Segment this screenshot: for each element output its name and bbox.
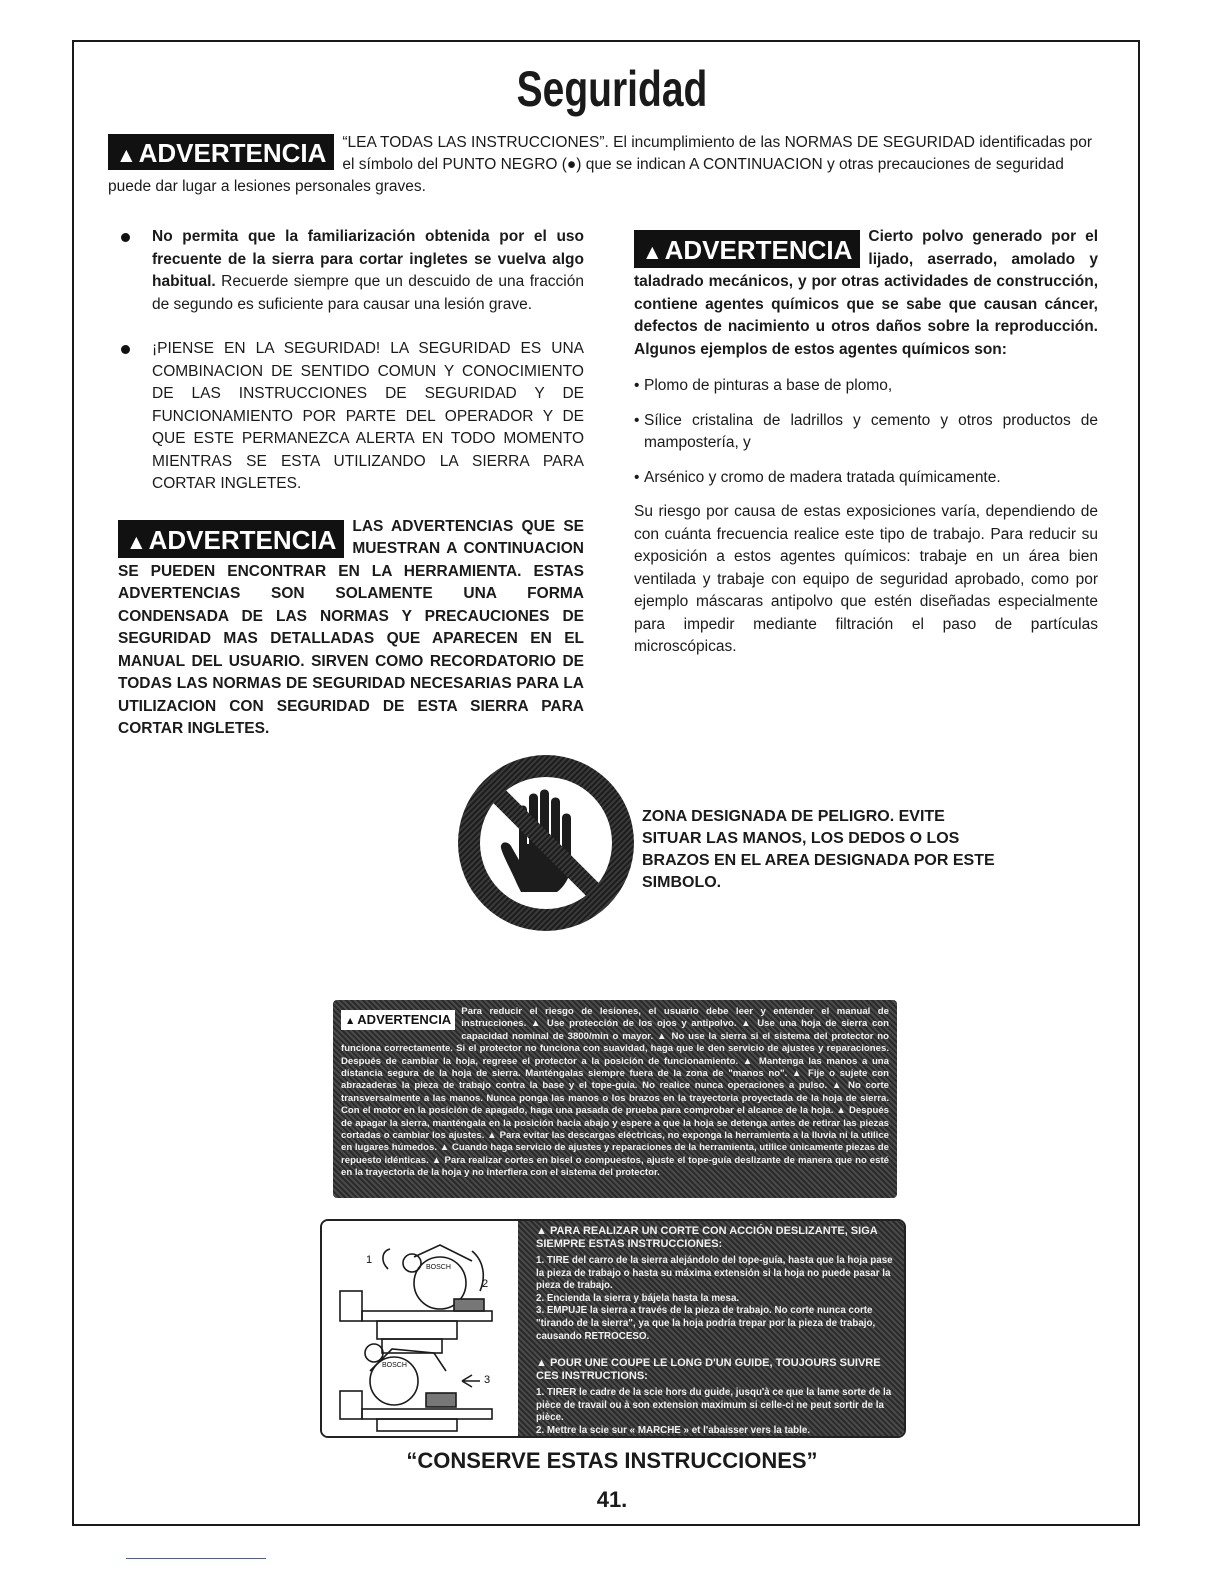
warning-badge: ▲ADVERTENCIA — [118, 520, 344, 558]
tool-warning-label — [333, 1000, 897, 1198]
french-heading: ▲ POUR UNE COUPE LE LONG D'UN GUIDE, TOUJOURS SUIVRE CES INSTRUCTIONS: — [536, 1357, 881, 1383]
spanish-step: 2. Encienda la sierra y bájela hasta la mesa. — [536, 1292, 740, 1304]
callout-number: 2 — [482, 1278, 489, 1290]
bullet-text: ¡PIENSE EN LA SEGURIDAD! LA SEGURIDAD ES UNA COMBINACION DE SENTIDO COMUN Y CONOCIMIENTO DE LAS INSTRUCCIONES DE SEGURIDAD Y DE FUNCIONAMIENTO POR PARTE DEL OPERADOR Y DE QUE ESTE PERMANEZCA ALERTA EN TODO MOMENTO MIENTRAS SE ESTA UTILIZANDO LA SIERRA PARA CORTAR INGLETES. — [152, 340, 584, 492]
right-column — [634, 226, 1098, 659]
bullet-bold-text: No permita que la familiarización obtenida por el uso frecuente de la sierra para cortar ingletes se vuelva algo habitual. — [152, 228, 584, 290]
saw-illustration — [322, 1221, 518, 1436]
bullet-item — [118, 338, 584, 496]
instructions-panel — [518, 1221, 904, 1436]
exposure-paragraph: Su riesgo por causa de estas exposiciones varía, dependiendo de con cuánta frecuencia realice este tipo de trabajo. Para reducir su exposición a estos agentes químicos: trabaje en un área bien ventilada y trabaje con equipo de seguridad aprobado, como por ejemplo máscaras antipolvo que estén diseñadas especialmente para impedir mediante filtración el paso de partículas microscópicas. — [634, 503, 1098, 655]
list-item: • Sílice cristalina de ladrillos y cemento y otros productos de mampostería, y — [634, 410, 1098, 455]
callout-number: 1 — [366, 1254, 373, 1266]
french-step: 2. Mettre la scie sur « MARCHE » et l'abaisser vers la table. — [536, 1424, 811, 1436]
chemical-list — [634, 375, 1098, 489]
warning-triangle-icon: ▲ — [642, 241, 663, 264]
bullet-text: Recuerde siempre que un descuido de una fracción de segundo es suficiente para causar una lesión grave. — [152, 273, 584, 313]
warning-text: Cierto polvo generado por el lijado, aserrado, amolado y taladrado mecánicos, y por otras actividades de construcción, contiene agentes químicos que se sabe que causan cáncer, defectos de nacimiento u otros daños sobre la reproducción. Algunos ejemplos de estos agentes químicos son: — [634, 228, 1098, 358]
page-number: 41. — [596, 1487, 628, 1512]
brand-logo-text: BOSCH — [426, 1264, 451, 1271]
warning-triangle-icon: ▲ — [345, 1016, 356, 1027]
bullet-item — [118, 226, 584, 316]
intro-text: “LEA TODAS LAS INSTRUCCIONES”. El incumplimiento de las NORMAS DE SEGURIDAD identificadas por el símbolo del PUNTO NEGRO (●) que se indican A CONTINUACION y otras precauciones de seguridad puede dar lugar a lesiones personales graves. — [108, 134, 1093, 195]
intro-paragraph — [108, 132, 1098, 198]
conserve-instructions: “CONSERVE ESTAS INSTRUCCIONES” — [406, 1448, 818, 1473]
warning-triangle-icon: ▲ — [116, 144, 137, 167]
dust-warning — [634, 226, 1098, 361]
callout-number: 3 — [484, 1374, 491, 1386]
tool-warnings-notice — [118, 516, 584, 741]
danger-zone-text: ZONA DESIGNADA DE PELIGRO. EVITE SITUAR LAS MANOS, LOS DEDOS O LOS BRAZOS EN EL AREA DESIGNADA POR ESTE SIMBOLO. — [642, 808, 995, 891]
left-column — [118, 226, 584, 741]
sliding-cut-label — [320, 1219, 906, 1438]
warning-badge: ▲ADVERTENCIA — [108, 134, 334, 170]
list-item: • Arsénico y cromo de madera tratada químicamente. — [634, 467, 1098, 490]
warning-badge: ▲ADVERTENCIA — [634, 230, 860, 268]
label-text: Para reducir el riesgo de lesiones, el usuario debe leer y entender el manual de instrucciones. ▲ Use protección de los ojos y antipolvo. ▲ Use una hoja de sierra con capacidad nominal de 3800/min o mayor. ▲ No use la sierra si el sistema del protector no funciona correctamente. Si el protector no funciona con suavidad, haga que le den servicio de ajustes y reparaciones. Después de cambiar la hoja, regrese el protector a la posición de funcionamiento. ▲ Mantenga las manos a una distancia segura de la hoja de sierra. Manténgalas siempre fuera de la zona de "manos no". ▲ Fije o sujete con abrazaderas la pieza de trabajo contra la base y el tope-guía. No realice nunca operaciones a pulso. ▲ No corte transversalmente a las manos. Nunca ponga las manos o los brazos en la trayectoria proyectada de la hoja de sierra. Con el motor en la posición de apagado, haga una pasada de prueba para comprobar el alcance de la hoja. ▲ Después de apagar la sierra, manténgala en la posición hacia abajo y espere a que la hoja se detenga antes de retirar las piezas cortadas o cambiar los ajustes. ▲ Para evitar las descargas eléctricas, no exponga la herramienta a la lluvia ni la utilice en lugares húmedos. ▲ Cuando haga servicio de ajustes y reparaciones de la herramienta, utilice únicamente piezas de repuesto idénticas. ▲ Para realizar cortes en bisel o compuestos, ajuste el tope-guía deslizante de manera que no esté en la trayectoria de la hoja y no interfiera con el sistema del protector. — [341, 1006, 889, 1179]
no-hands-icon — [455, 752, 637, 934]
footer-link-line — [126, 1558, 266, 1559]
brand-logo-text: BOSCH — [382, 1362, 407, 1369]
page-title: Seguridad — [516, 61, 708, 117]
warning-badge: ▲ ADVERTENCIA — [341, 1010, 455, 1030]
french-step: 1. TIRER le cadre de la scie hors du guide, jusqu'à ce que la lame sorte de la pièce de travail ou à son extension maximum si celle-ci ne peut sortir de la pièce. — [536, 1387, 892, 1424]
spanish-step: 1. TIRE del carro de la sierra alejándolo del tope-guía, hasta que la hoja pase la pieza de trabajo o hasta su máxima extensión si la hoja no puede pasar la pieza de trabajo. — [536, 1255, 893, 1292]
spanish-heading: ▲ PARA REALIZAR UN CORTE CON ACCIÓN DESLIZANTE, SIGA SIEMPRE ESTAS INSTRUCCIONES: — [536, 1225, 878, 1250]
notice-text: LAS ADVERTENCIAS QUE SE MUESTRAN A CONTINUACION SE PUEDEN ENCONTRAR EN LA HERRAMIENTA. ESTAS ADVERTENCIAS SON SOLAMENTE UNA FORMA CONDENSADA DE LAS NORMAS Y PRECAUCIONES DE SEGURIDAD MAS DETALLADAS QUE APARECEN EN EL MANUAL DEL USUARIO. SIRVEN COMO RECORDATORIO DE TODAS LAS NORMAS DE SEGURIDAD NECESARIAS PARA LA UTILIZACION CON SEGURIDAD DE ESTA SIERRA PARA CORTAR INGLETES. — [118, 517, 584, 737]
list-item: • Plomo de pinturas a base de plomo, — [634, 375, 1098, 398]
spanish-step: 3. EMPUJE la sierra a través de la pieza de trabajo. No corte nunca corte "tirando de la sierra", ya que la hoja podría trepar por la pieza de trabajo, causando RETROCESO. — [536, 1305, 876, 1342]
warning-triangle-icon: ▲ — [126, 530, 147, 554]
